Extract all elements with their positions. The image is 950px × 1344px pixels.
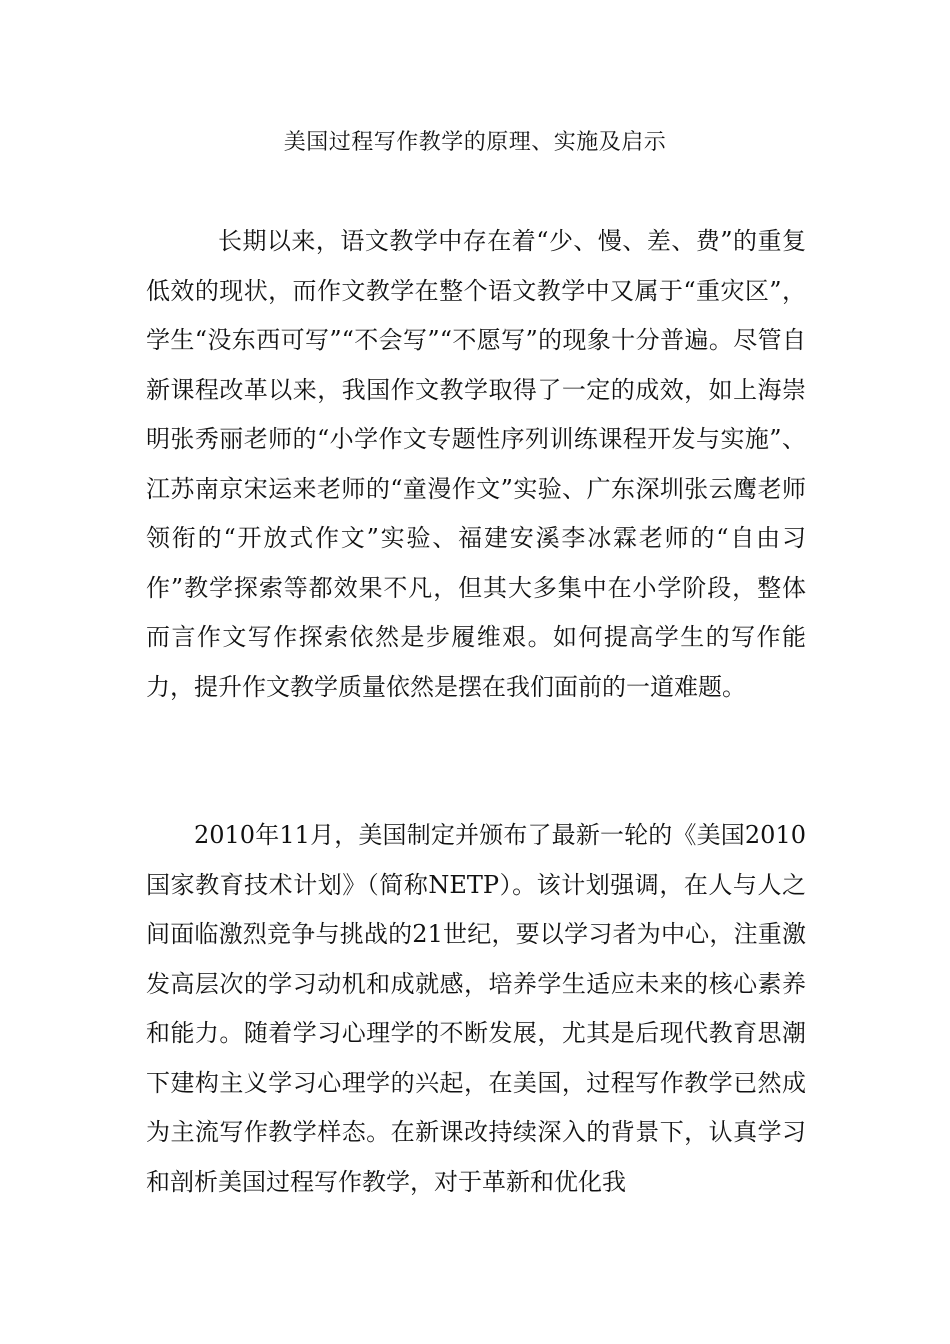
paragraph-2: 2010年11月，美国制定并颁布了最新一轮的《美国2010国家教育技术计划》（简称NETP）。该计划强调，在人与人之间面临激烈竞争与挑战的21世纪，要以学习者为中心，注重激发高层次的学习动机和成就感，培养学生适应未来的核心素养和能力。随着学习心理学的不断发展，尤其是后现代教育思潮下建构主义学习心理学的兴起，在美国，过程写作教学已然成为主流写作教学样态。在新课改持续深入的背景下，认真学习和剖析美国过程写作教学，对于革新和优化我 <box>146 821 806 1196</box>
paragraph-1: 长期以来，语文教学中存在着“少、慢、差、费”的重复低效的现状，而作文教学在整个语文教学中又属于“重灾区”，学生“没东西可写”“不会写”“不愿写”的现象十分普遍。尽管自新课程改革以来，我国作文教学取得了一定的成效，如上海崇明张秀丽老师的“小学作文专题性序列训练课程开发与实施”、江苏南京宋运来老师的“童漫作文”实验、广东深圳张云鹰老师领衔的“开放式作文”实验、福建安溪李冰霖老师的“自由习作”教学探索等都效果不凡，但其大多集中在小学阶段，整体而言作文写作探索依然是步履维艰。如何提高学生的写作能力，提升作文教学质量依然是摆在我们面前的一道难题。 <box>146 227 806 701</box>
document-title: 美国过程写作教学的原理、实施及启示 <box>283 130 667 155</box>
